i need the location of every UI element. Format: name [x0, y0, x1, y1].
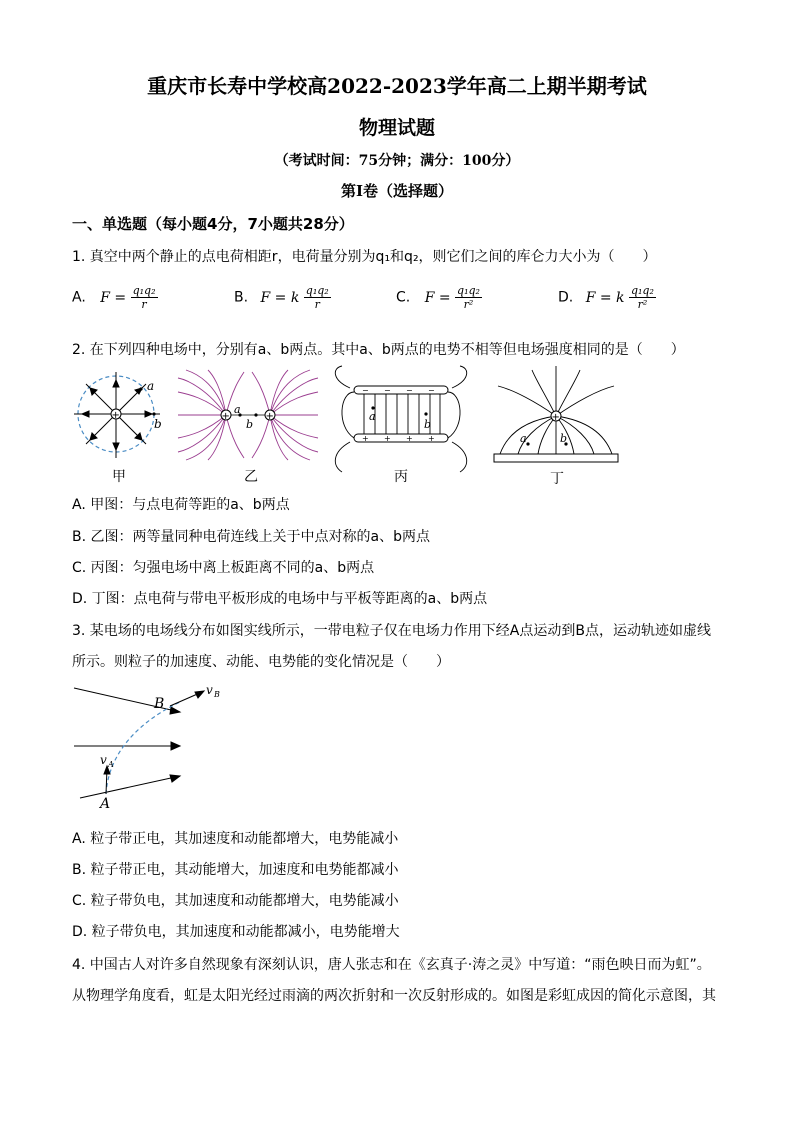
- numerator: q₁q₂: [305, 284, 329, 297]
- q4-line1: 4. 中国古人对许多自然现象有深刻认识，唐人张志和在《玄真子·涛之灵》中写道：“雨色映日而为虹”。: [72, 957, 711, 973]
- q1-option-b: [234, 284, 331, 311]
- q1-stem: 1. 真空中两个静止的点电荷相距r，电荷量分别为q₁和q₂，则它们之间的库仑力大小为（ ）: [72, 249, 657, 265]
- label-vA: v: [100, 753, 107, 767]
- label-b: b: [154, 417, 162, 431]
- q3-option-d: D. 粒子带负电，其加速度和动能都减小，电势能增大: [72, 924, 400, 940]
- caption-jia: 甲: [112, 469, 126, 485]
- q2-option-d: D. 丁图：点电荷与带电平板形成的电场中与平板等距离的a、b两点: [72, 591, 488, 607]
- figure-q3-field-lines: [70, 680, 230, 812]
- formula-lhs: F =: [424, 289, 451, 306]
- label-vB-sub: B: [214, 690, 220, 699]
- q1-option-d: [558, 284, 656, 311]
- label-vB: v: [206, 683, 213, 697]
- figure-bing: [336, 366, 466, 474]
- label-a: a: [234, 403, 241, 416]
- q2-option-b: B. 乙图：两等量同种电荷连线上关于中点对称的a、b两点: [72, 529, 430, 545]
- formula-fraction: [131, 284, 158, 311]
- formula-lhs: F = k: [585, 289, 625, 306]
- formula-fraction: [629, 284, 656, 311]
- q1-option-a: [72, 284, 158, 311]
- denominator: r²: [637, 298, 648, 311]
- q3-stem-line1: 3. 某电场的电场线分布如图实线所示，一带电粒子仅在电场力作用下经A点运动到B点，运动轨迹如虚线: [72, 623, 711, 639]
- label-a: a: [520, 432, 527, 445]
- option-label: D.: [558, 289, 574, 306]
- denominator: r: [314, 298, 320, 311]
- q2-stem: 2. 在下列四种电场中，分别有a、b两点。其中a、b两点的电势不相等但电场强度相同的是（ ）: [72, 342, 685, 358]
- q3-option-b: B. 粒子带正电，其动能增大，加速度和电势能都减小: [72, 862, 399, 878]
- q3-stem-line2: 所示。则粒子的加速度、动能、电势能的变化情况是（ ）: [72, 654, 450, 670]
- option-label: C.: [396, 289, 411, 306]
- svg-text:+: +: [406, 434, 413, 443]
- q4-line2: 从物理学角度看，虹是太阳光经过雨滴的两次折射和一次反射形成的。如图是彩虹成因的简化示意图，其: [72, 988, 716, 1004]
- paper-subtitle: 物理试题: [358, 117, 435, 139]
- label-b: b: [424, 418, 432, 431]
- svg-text:−: −: [362, 386, 369, 395]
- label-B: B: [154, 696, 165, 712]
- label-A: A: [100, 796, 111, 812]
- label-b: b: [246, 418, 254, 431]
- svg-text:+: +: [221, 411, 230, 422]
- svg-text:−: −: [384, 386, 391, 395]
- svg-text:+: +: [384, 434, 391, 443]
- formula-fraction: [455, 284, 482, 311]
- svg-text:+: +: [551, 412, 560, 423]
- numerator: q₁q₂: [132, 284, 156, 297]
- formula-lhs: F = k: [260, 289, 300, 306]
- figure-ding: [492, 366, 622, 466]
- numerator: q₁q₂: [457, 284, 480, 297]
- svg-text:+: +: [111, 410, 120, 421]
- denominator: r: [141, 298, 147, 311]
- svg-text:+: +: [265, 411, 274, 422]
- svg-text:+: +: [362, 434, 369, 443]
- figure-yi: [178, 370, 318, 460]
- q3-option-a: A. 粒子带正电，其加速度和动能都增大，电势能减小: [72, 831, 399, 847]
- caption-ding: 丁: [550, 471, 564, 487]
- numerator: q₁q₂: [630, 284, 654, 297]
- paper-title: 重庆市长寿中学校高2022-2023学年高二上期半期考试: [147, 74, 647, 98]
- label-a: a: [147, 379, 155, 393]
- svg-text:−: −: [428, 386, 435, 395]
- formula-lhs: F =: [100, 289, 127, 306]
- svg-text:+: +: [428, 434, 435, 443]
- q2-option-c: C. 丙图：匀强电场中离上板距离不同的a、b两点: [72, 560, 375, 576]
- denominator: r²: [463, 298, 474, 311]
- option-label: B.: [234, 289, 249, 306]
- q1-option-c: [396, 284, 482, 311]
- formula-fraction: [304, 284, 331, 311]
- svg-text:−: −: [406, 386, 413, 395]
- volume-heading: 第I卷（选择题）: [340, 182, 454, 200]
- exam-info: （考试时间：75分钟；满分：100分）: [274, 153, 520, 169]
- caption-bing: 丙: [394, 469, 408, 485]
- q2-option-a: A. 甲图：与点电荷等距的a、b两点: [72, 497, 290, 513]
- caption-yi: 乙: [244, 469, 258, 485]
- label-vA-sub: A: [108, 760, 114, 769]
- q3-option-c: C. 粒子带负电，其加速度和动能都增大，电势能减小: [72, 893, 399, 909]
- option-label: A.: [72, 289, 86, 306]
- section-heading: 一、单选题（每小题4分，7小题共28分）: [72, 215, 354, 233]
- label-b: b: [560, 432, 568, 445]
- label-a: a: [369, 410, 376, 423]
- figure-jia: [70, 368, 166, 464]
